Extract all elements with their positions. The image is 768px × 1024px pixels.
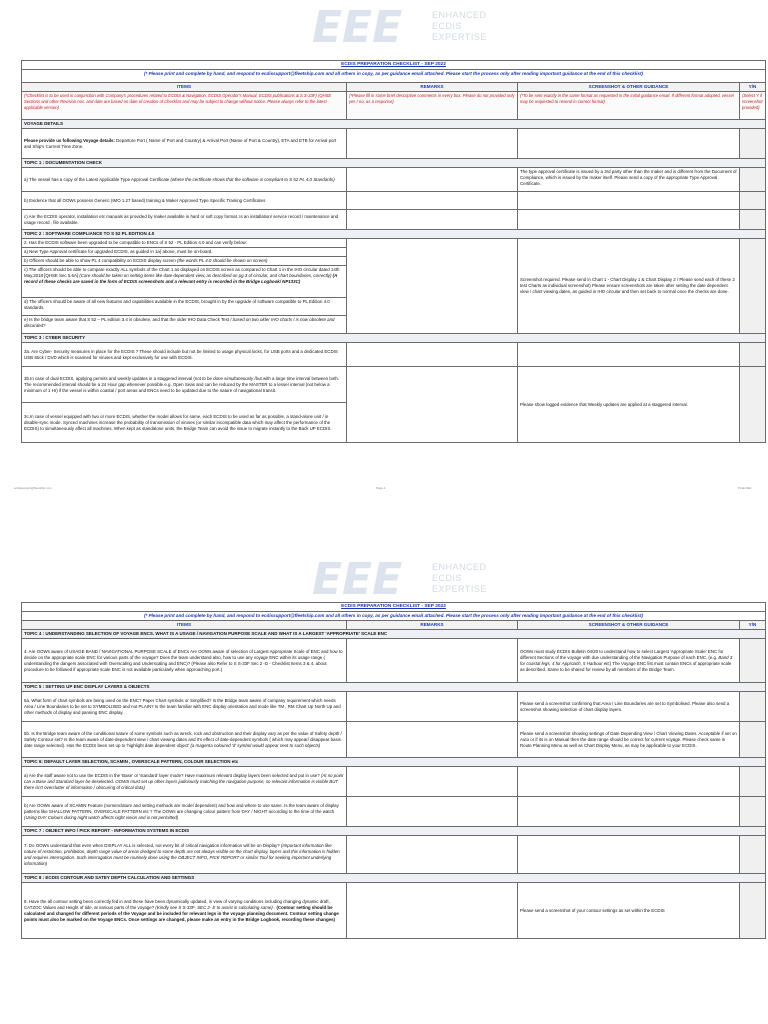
checklist-table-1	[21, 60, 766, 443]
company-logo	[312, 554, 487, 608]
item-2b: b) Officers should be able to show PL 4 compatibility on ECDIS display screen (the words PL 4.0 should be shown on screen)	[22, 257, 347, 266]
item-1b: b) Evidence that all OOWs possess Generic (IMO 1.27 based) training & Maker Approved Type Specific Training Certificates	[22, 192, 347, 210]
logo-text: ENHANCED ECDIS EXPERTISE	[432, 10, 487, 42]
yn-cell[interactable]	[740, 722, 766, 758]
yn-cell[interactable]	[740, 210, 766, 230]
remarks-cell[interactable]	[347, 722, 518, 758]
remarks-cell[interactable]	[347, 797, 518, 827]
remarks-cell[interactable]	[347, 192, 518, 210]
item-2: 2. Has the ECDIS software been upgraded to be compatible to ENCs of S 52 - PL Edition 4.0 and can verify below:	[22, 239, 347, 248]
item-3c: 3c.In case of vessel equipped with two or more ECDIS, whether the model allows for same, each ECDIS to be used as far as possible, a stand-alone unit / in disable-sync mode. Synced machines increase the probability of transmission of viruses (or similar incompatible data which may affect the performance of the ECDIS) to simultaneously affect all machines. When kept as standalone units, the Bridge Team can avoid the issue to migrate instantly to the Back UP ECDIS.	[22, 403, 347, 443]
remarks-cell[interactable]	[347, 692, 518, 722]
checklist-table-2	[21, 602, 766, 939]
guidance-2: Screenshot required. Please send in Chart 1 - Chart Display 1 & Chart Display 2 / Please send each of these 2 test Charts as individual screenshot) Please ensure screenshots are taken after setting the date dependent view / chart viewing dates, as guided in IHO circular and then set back to normal once the checks are done.	[518, 239, 740, 334]
checklist-instructions: (* Please print and complete by hand, and respond to ecdissupport@fleetship.com and all others in copy, as per guidance email attached. Please start the process only after reading important guidance at the end of this checklist)	[22, 70, 766, 83]
remarks-cell[interactable]	[347, 639, 518, 683]
logo-text: ENHANCED ECDIS EXPERTISE	[432, 562, 487, 594]
checklist-title: ECDIS PREPARATION CHECKLIST - SEP 2022	[22, 603, 766, 612]
section-topic-8: TOPIC 8 : ECDIS CONTOUR AND SATEY DEPTH CALCULATION AND SETTINGS	[22, 874, 766, 883]
guidance-1a: The type approval certificate is issued by a 3rd party other than the maker and is different from the Document of Compliance, which is issued by the maker itself. Please send a copy of the appropriate Type Approval Certificate.	[518, 168, 740, 192]
logo-letters: EEE	[312, 2, 403, 53]
remarks-cell[interactable]	[347, 343, 518, 367]
item-4: 4. Are OOWs aware of USAGE BAND / NAVIGATIONAL PURPOSE SCALE of ENCs Are OOWs aware of selection of Largest Appropriate Scale of ENC and how to decide on the appropriate scale ENC for various parts of the voyage? Does the team understand also, how to use any voyage ENC within its usage range ( understanding the dangers associated with Overscaling and Underscaling and ENC)? (Please also Refer to S S-33F Sec 2 -D - Checklist Items 3 & 4, about procedure to be followed if appropriate scale ENC is not available particularly when approaching port.)	[22, 639, 347, 683]
guidance-3: Please show logged evidence that Weekly updates are applied at a staggered interval.	[518, 367, 740, 443]
item-1c: c) Are the ECDIS operator, installation etc manuals as provided by maker available in hard or soft copy format. Is an installation/ service record / maintenance and usage record , file available.	[22, 210, 347, 230]
checklist-title: ECDIS PREPARATION CHECKLIST - SEP 2022	[22, 61, 766, 70]
yn-cell[interactable]	[740, 129, 766, 159]
column-items: ITEMS	[22, 621, 347, 630]
guidance-4: OOWs must study ECDIS Bulletin 04/20 to understand how to select Largest 'Appropriate Scale' ENC for different Sections of the voyage with due understanding of the Navigation Purpose of each ENC. (e.g. Band 3 for coastal legs, 4 for Approach, 5 Harbour etc) The Voyage ENC list must contain ENCs of appropriate scale as described. Same to be shared for review by all members of the Bridge Team.	[518, 639, 740, 683]
checklist-page-2	[0, 512, 768, 1024]
column-yn: Y/N	[740, 621, 766, 630]
remarks-cell[interactable]	[347, 168, 518, 192]
footer-left: ecdissupport@fleetship.com	[14, 486, 52, 490]
item-6b: b) Are OOWs aware of SCAMIN Feature (nomenclature and setting methods are model dependent) and how and where to use same. Is the team aware of display patterns like SHALLOW PATTERN, OVERSCALE PATTERN etc ? The OOWs are changing colour pattern from DAY / NIGHT according to the time of the watch (Using DAY Colours during night watch affects night vision and is not permitted)	[22, 797, 347, 827]
section-topic-6: TOPIC 6: DEFAULT LAYER SELECTION, SCAMIN , OVERSCALE PATTERN, COLOUR SELECTION etc	[22, 758, 766, 767]
item-6a: a) Are the staff aware not to use the ECDIS in the 'Base' or 'standard' layer mode? Have maximum relevant display layers been selected and put in use? (At no point can a Base and Standard layer be deselected. OOWS must set up other layers judiciously matching the navigation purpose, so relevant information is visible BUT there isn't overclutter of information / obscuring of critical data)	[22, 767, 347, 797]
remarks-cell[interactable]	[347, 767, 518, 797]
remarks-cell[interactable]	[347, 129, 518, 159]
item-2d: d) The officers should be aware of all new features and capabilities available in the ECDIS, brought in by the upgrade of software compatible to PL Edition 4.0 standards.	[22, 298, 347, 316]
remarks-cell[interactable]	[347, 836, 518, 874]
footer-right: PLIE-REF	[738, 486, 752, 490]
column-yn: Y/N	[740, 83, 766, 92]
yn-cell[interactable]	[740, 883, 766, 939]
item-3b: 3b.In case of dual ECDIS, applying permits and weekly updates in a staggered interval (not to be done simultaneously /but with a large time interval between both. The recommended interval should be a 24 Hour gap whenever possible e.g. Open Seas and can be reduced by the MASTER to a lesser interval (not below a minimum of 1 Hr) if the vessel is within coastal / port areas and ENCs need to be updated due to the nature of navigational transit.	[22, 367, 347, 403]
item-3a: 3a. Are Cyber- Security measures in place for the ECDIS ? These should include but not be limited to usage physical locks, for USB ports and a dedicated ECDIS USB Stick / DVD which is scanned for viruses and kept exclusively for use with ECDIS.	[22, 343, 347, 367]
yn-cell[interactable]	[740, 168, 766, 192]
yn-cell[interactable]	[740, 367, 766, 443]
remarks-cell[interactable]	[347, 210, 518, 230]
remarks-cell[interactable]	[347, 367, 518, 443]
yn-cell[interactable]	[740, 767, 766, 797]
item-2c: c) The officers should be able to compare exactly ALL symbols of the Chart 1 as displayed on ECDIS screen as compared to Chart 1 in the IHO circular dated 14th May,2018 [QHSE Sec 5.6A] (Care should be taken on setting items like date-dependent view, as described on pg.3 of circular, and chart boundaries, correctly) (A record of these checks are saved in the form of ECDIS screenshots and a relevant entry is recorded in the Bridge Logbook/ NP133C)	[22, 266, 347, 298]
guidance-cell	[518, 767, 740, 797]
section-topic-2: TOPIC 2 : SOFTWARE COMPLIANCE TO S 52 PL EDITION 4.0	[22, 230, 766, 239]
column-screenshot: SCREENSHOT & OTHER GUIDANCE	[518, 621, 740, 630]
item-1a: a) The vessel has a copy of the Latest Applicable Type Approval Certificate (where the certificate shows that the software is compliant to S 52 PL 4.0 Standards)	[22, 168, 347, 192]
guidance-cell	[518, 343, 740, 367]
item-2a: a) New Type Approval certificate for upgraded ECDIS, as guided in 1a) above, must be on-board.	[22, 248, 347, 257]
yn-cell[interactable]	[740, 239, 766, 334]
guidance-5a: Please send a screenshot confirming that Area / Line Boundaries are set to Symbolised. Please also send a screenshot showing selection of chart display layers.	[518, 692, 740, 722]
section-voyage-details: VOYAGE DETAILS	[22, 120, 766, 129]
voyage-details-item: Please provide us following Voyage details: Departure Port ( Name of Port and Country) & Arrival Port (Name of Port & Country), ETA and ETB for Arrival port and Ship's Current Time Zone.	[22, 129, 347, 159]
remarks-cell[interactable]	[347, 239, 518, 334]
item-7: 7. Do OOWs understand that even when DISPLAY ALL is selected, not every bit of critical navigation information will be on Display? (Important information like nature of restriction, prohibition, depth range value of areas dredged to some depth are not always visible on the chart display, layers and this information is hidden and requires interrogation. Such interrogation must be routinely done using the OBJECT INFO, PICK REPORT or similar Tool for seeking important underlying information)	[22, 836, 347, 874]
guidance-5b: Please send a screenshot showing settings of Date Depending View / Chart Viewing Dates. Acceptable if set on Auto or if its is on Manual then the date range should be correct for current voyage. Please check same in Route Planning Menu as well as Chart Display Menu, as may be applicable to your ECDIS.	[518, 722, 740, 758]
section-topic-7: TOPIC 7 : OBJECT INFO / PICK REPORT - INFORMATION SYSTEMS IN ECDIS	[22, 827, 766, 836]
yn-cell[interactable]	[740, 836, 766, 874]
remarks-note: (*Please fill in some brief descriptive comments in every box. Please do not provided only yes / no, as a response)	[347, 92, 518, 120]
item-8: 8. Have the all contour setting been correctly fed in and these have been dynamically updated, in view of varying conditions including changing dynamic draft, CATZOC Values and Height of tide, at various parts of the voyage? (Kindly see S S-33F- SEC 2- E to assist in calculating same) . (Contour setting should be calculated and changed for different periods of the Voyage and be included for relevant legs in the voyage planning document. Contour setting change points must also be marked on the Voyage ENCs. Once settings are changed, please make an entry in the Bridge Logbook, recording these changes)	[22, 883, 347, 939]
section-topic-1: TOPIC 1 : DOCUMENTATION CHECK	[22, 159, 766, 168]
section-topic-5: TOPIC 5 : SETTING UP ENC DISPLAY LAYERS & OBJECTS	[22, 683, 766, 692]
section-topic-3: TOPIC 3 : CYBER SECURITY	[22, 334, 766, 343]
footer-page: Page 1	[376, 486, 386, 490]
guidance-cell	[518, 129, 740, 159]
column-items: ITEMS	[22, 83, 347, 92]
yn-cell[interactable]	[740, 797, 766, 827]
section-topic-4: TOPIC 4 : UNDERSTANDING SELECTION OF VOYAGE ENCS. WHAT IS A USAGE / NAVIGATION PURPOSE SCALE AND WHAT IS A LARGEST 'APPROPRIATE' SCALE ENC	[22, 630, 766, 639]
column-remarks: REMARKS	[347, 621, 518, 630]
screenshot-note: (*To be sent exactly in the same format as requested in the initial guidance email. If different format adopted, vessel may be requested to resend in correct format)	[518, 92, 740, 120]
guidance-cell	[518, 210, 740, 230]
column-screenshot: SCREENSHOT & OTHER GUIDANCE	[518, 83, 740, 92]
guidance-cell	[518, 797, 740, 827]
checklist-instructions: (* Please print and complete by hand, and respond to ecdissupport@fleetship.com and all others in copy, as per guidance email attached. Please start the process only after reading important guidance at the end of this checklist)	[22, 612, 766, 621]
item-5a: 5a. What form of chart symbols are being used on the ENC? Paper Chart symbols or Simplified? Is the Bridge team aware of company requirement which needs Area / Line Boundaries to be set to SYMBOLISED and not PLAIN? Is the team familiar with ENC display orientation and mode like TM , RM Chart Up North Up and other methods of display and panning ENC display.	[22, 692, 347, 722]
guidance-cell	[518, 192, 740, 210]
logo-letters: EEE	[312, 554, 403, 605]
item-5b: 5b. Is the Bridge team aware of the conditional nature of some symbols such as wreck, rock and obstruction and their display vary as per the value of Safety depth / Safety Contour set? Is the team aware of date-dependent view / chart viewing dates and it's effect of date-dependent symbols ( which may appear/ disappear basis date range selected). Has the ECDIS been set up to 'highlight date dependent object' (a magenta coloured 'd' symbol would appear next to such objects)	[22, 722, 347, 758]
items-note: (*Checklist is to be used in conjunction with Company's procedures related to ECDIS & Navigation, ECDIS Operator's Manual, ECDIS publications & S S-33F) (QHSE Sections and other Revision nos. and date are based on date of creation of Checklist and may be subject to change without notice. Please always refer to the latest applicable version)	[22, 92, 347, 120]
yn-cell[interactable]	[740, 343, 766, 367]
company-logo	[312, 2, 487, 56]
yn-cell[interactable]	[740, 639, 766, 683]
item-2e: e) Is the bridge team aware that S 52 – PL edition 3.4 is obsolete, and that the older IHO Data Check Test / based on two older IHO charts / is now obsolete and discarded?	[22, 316, 347, 334]
yn-note: (Select Y if screenshot provided)	[740, 92, 766, 120]
yn-cell[interactable]	[740, 692, 766, 722]
remarks-cell[interactable]	[347, 883, 518, 939]
yn-cell[interactable]	[740, 192, 766, 210]
guidance-8: Please send a screenshot of your contour settings as set within the ECDIS	[518, 883, 740, 939]
guidance-cell	[518, 836, 740, 874]
column-remarks: REMARKS	[347, 83, 518, 92]
